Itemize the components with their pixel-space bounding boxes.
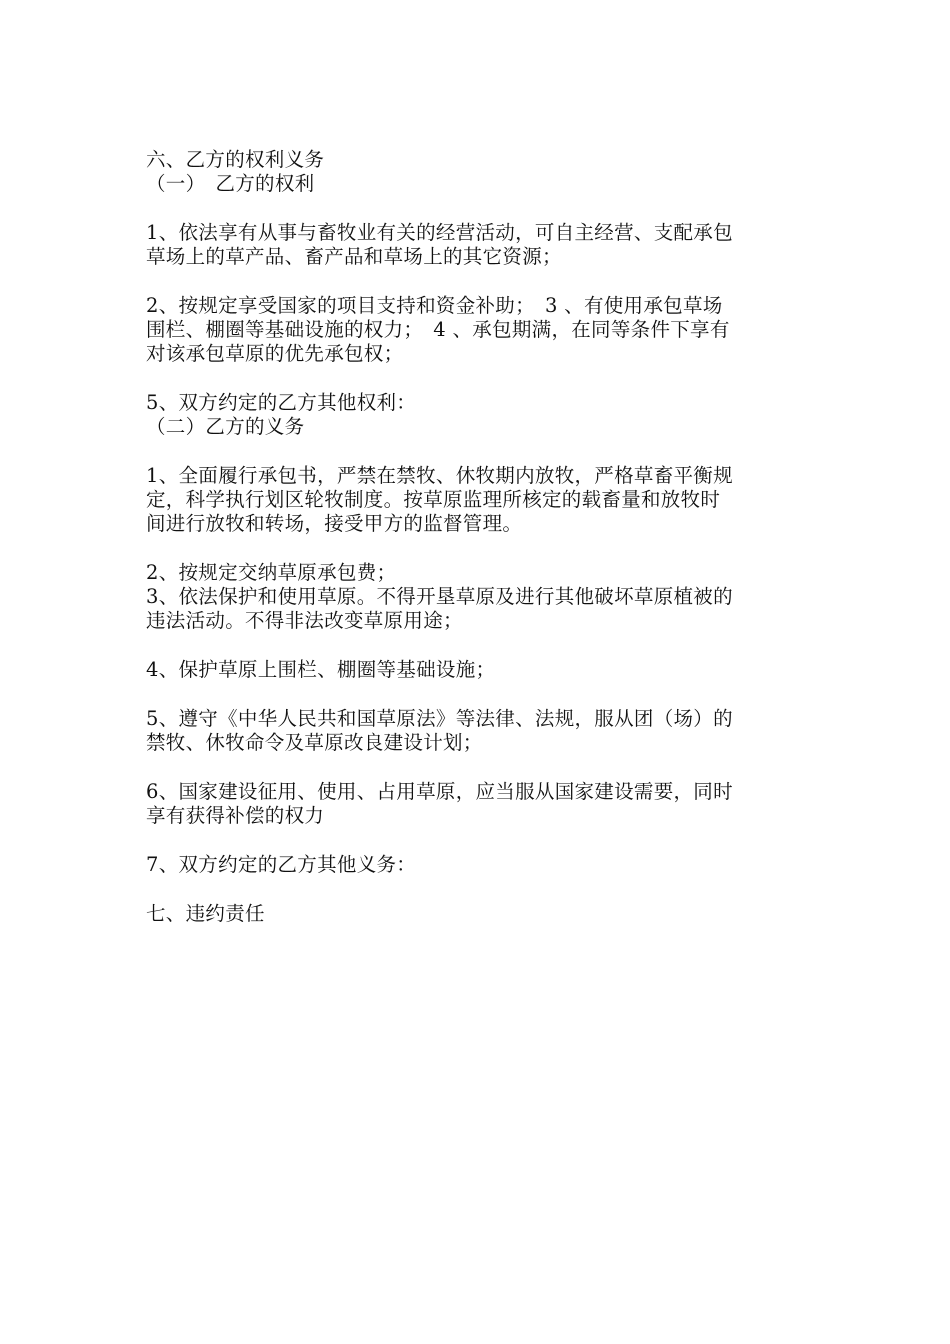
subsection-heading: （二）乙方的义务 bbox=[146, 415, 305, 438]
paragraph-gap bbox=[146, 439, 810, 464]
text-line: 2、按规定交纳草原承包费； bbox=[146, 561, 397, 584]
paragraph-gap bbox=[146, 682, 810, 707]
text-line: 围栏、棚圈等基础设施的权力； 4 、承包期满，在同等条件下享有 bbox=[146, 318, 730, 341]
text-line: 间进行放牧和转场，接受甲方的监督管理。 bbox=[146, 512, 523, 535]
text-line: 享有获得补偿的权力 bbox=[146, 804, 325, 827]
subsection-heading: （一） 乙方的权利 bbox=[146, 172, 315, 195]
paragraph-gap bbox=[146, 828, 810, 853]
text-line: 5、遵守《中华人民共和国草原法》等法律、法规，服从团（场）的 bbox=[146, 707, 733, 730]
text-line: 3、依法保护和使用草原。不得开垦草原及进行其他破坏草原植被的 bbox=[146, 585, 733, 608]
paragraph-gap bbox=[146, 269, 810, 294]
section-heading: 六、乙方的权利义务 bbox=[146, 148, 325, 171]
paragraph-gap bbox=[146, 755, 810, 780]
text-line: 7、双方约定的乙方其他义务： bbox=[146, 853, 417, 876]
text-line: 定，科学执行划区轮牧制度。按草原监理所核定的载畜量和放牧时 bbox=[146, 488, 721, 511]
text-line: 6、国家建设征用、使用、占用草原，应当服从国家建设需要，同时 bbox=[146, 780, 733, 803]
text-line: 2、按规定享受国家的项目支持和资金补助； 3 、有使用承包草场 bbox=[146, 294, 723, 317]
paragraph-gap bbox=[146, 196, 810, 221]
text-line: 对该承包草原的优先承包权； bbox=[146, 342, 404, 365]
text-line: 违法活动。不得非法改变草原用途； bbox=[146, 609, 463, 632]
text-line: 禁牧、休牧命令及草原改良建设计划； bbox=[146, 731, 483, 754]
paragraph-gap bbox=[146, 877, 810, 902]
paragraph-gap bbox=[146, 366, 810, 391]
document-page bbox=[146, 148, 810, 926]
text-line: 1、依法享有从事与畜牧业有关的经营活动，可自主经营、支配承包 bbox=[146, 221, 733, 244]
text-line: 1、全面履行承包书，严禁在禁牧、休牧期内放牧，严格草畜平衡规 bbox=[146, 464, 733, 487]
paragraph-gap bbox=[146, 536, 810, 561]
section-heading: 七、违约责任 bbox=[146, 902, 265, 925]
text-line: 4、保护草原上围栏、棚圈等基础设施； bbox=[146, 658, 496, 681]
text-line: 5、双方约定的乙方其他权利： bbox=[146, 391, 417, 414]
paragraph-gap bbox=[146, 633, 810, 658]
text-line: 草场上的草产品、畜产品和草场上的其它资源； bbox=[146, 245, 562, 268]
